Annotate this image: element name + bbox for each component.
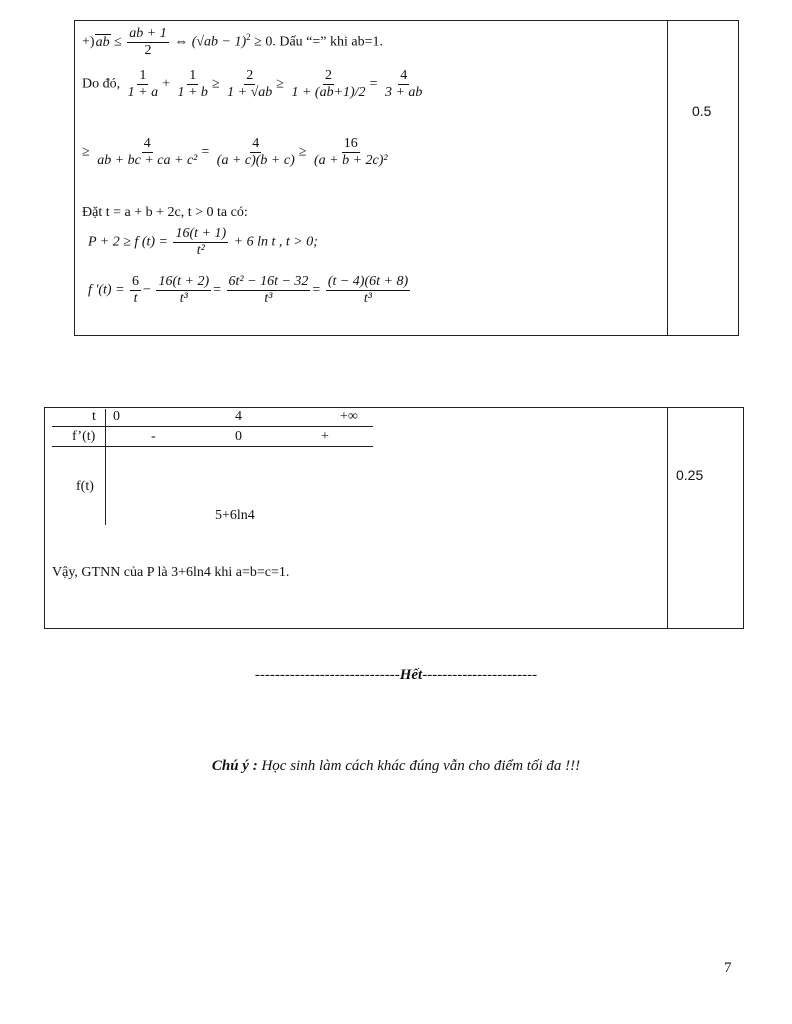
grading-note: Chú ý : Học sinh làm cách khác đúng vẫn cho điểm tối đa !!!	[211, 758, 581, 774]
f-minimum-value: 5+6ln4	[215, 508, 255, 523]
inequality-line-3: ≥ $\frac{4}{\text{ab + bc + ca + c²}}$ = $\frac{4}{(a + c)(b + c)}$ ≥ $\frac{16}{\text{(a + b + 2c)²}}$	[82, 136, 388, 168]
inequality-line-1: +)ab ≤ $\frac{ab + 1}{2}$ ⇔ $(√ab - 1)^2 \ge 0$. Dấu “=” khi ab=1.	[82, 26, 384, 58]
score-divider-1	[667, 20, 668, 336]
function-definition-line: P + 2 ≥ f (t) = $\frac{16(t + 1)}{\text{t²}}$ + 6 ln t , t > 0;	[88, 226, 318, 258]
substitution-line: Đặt t = a + b + 2c, t > 0 ta có:	[82, 205, 248, 220]
table-row-divider-2	[52, 446, 373, 447]
end-marker: -----------------------------Hết-----------------------	[254, 667, 538, 683]
solution-box-2	[44, 407, 744, 629]
t-value-infinity: +∞	[340, 409, 358, 424]
fprime-row-label: f’(t)	[72, 429, 96, 444]
f-row-label: f(t)	[76, 479, 94, 494]
conclusion-text: Vậy, GTNN của P là 3+6ln4 khi a=b=c=1.	[52, 565, 290, 580]
t-value-4: 4	[235, 409, 242, 424]
table-row-divider-1	[52, 426, 373, 427]
derivative-line: f '(t) = $\frac{6}{t}$ − $\frac{16(t + 2)}{\text{t³}}$ = $\frac{\text{6t² − 16t − 32}}{\text{t³}}$ = $\frac{(t - 4)(6t + 8)}{\text{t³}}$	[88, 274, 409, 306]
fprime-sign-negative: -	[151, 429, 156, 444]
fprime-sign-positive: +	[321, 429, 329, 444]
score-divider-2	[667, 407, 668, 629]
score-2: 0.25	[676, 467, 704, 483]
table-column-divider	[105, 409, 106, 525]
page-number: 7	[724, 960, 732, 976]
fprime-zero: 0	[235, 429, 242, 444]
t-row-label: t	[92, 409, 96, 424]
t-value-0: 0	[113, 409, 120, 424]
score-1: 0.5	[692, 103, 712, 119]
inequality-line-2: Do đó, $\frac{1}{1 + a}$ + $\frac{1}{1 + b}$ ≥ $\frac{2}{1 + √ab}$ ≥ $\frac{2}{1 + (ab+1)/2}$ = $\frac{4}{3 + ab}$	[82, 68, 423, 100]
